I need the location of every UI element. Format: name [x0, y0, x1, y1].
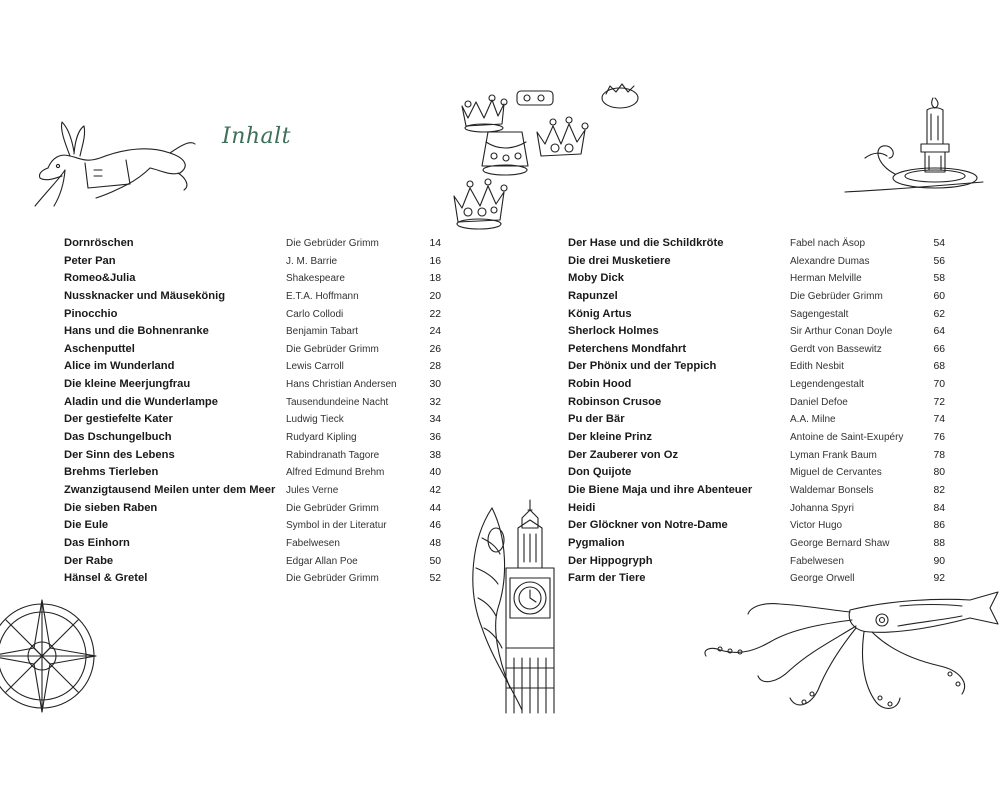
toc-entry-page-number: 64	[933, 326, 945, 338]
toc-entry	[568, 517, 948, 535]
toc-entry-page-number: 66	[933, 343, 945, 355]
toc-entry-page-number: 22	[429, 308, 441, 320]
toc-entry-title: Pu der Bär	[568, 413, 625, 426]
toc-entry-page-number: 18	[429, 273, 441, 285]
toc-entry-author: Sir Arthur Conan Doyle	[790, 326, 893, 338]
toc-entry-title: Aladin und die Wunderlampe	[64, 395, 218, 408]
toc-entry-page-number: 80	[933, 467, 945, 479]
toc-entry-page-number: 58	[933, 273, 945, 285]
toc-entry	[568, 570, 948, 588]
toc-entry-author: Die Gebrüder Grimm	[790, 290, 883, 302]
toc-entry-page-number: 78	[933, 449, 945, 461]
toc-entry	[64, 323, 444, 341]
toc-entry-title: Die kleine Meerjungfrau	[64, 378, 191, 391]
toc-entry-page-number: 60	[933, 290, 945, 302]
toc-entry-author: Fabel nach Äsop	[790, 238, 866, 249]
toc-entry-author: Die Gebrüder Grimm	[286, 343, 379, 355]
toc-entry-title: Alice im Wunderland	[64, 360, 175, 373]
toc-entry-title: Das Dschungelbuch	[64, 431, 172, 444]
toc-entry-title: Hänsel & Gretel	[64, 572, 148, 585]
toc-entry-page-number: 86	[933, 520, 945, 532]
toc-entry	[568, 464, 948, 482]
toc-entry-title: Der Zauberer von Oz	[568, 448, 679, 461]
toc-entry-author: Waldemar Bonsels	[790, 484, 874, 496]
toc-right-column	[568, 235, 948, 588]
toc-entry-title: Der Hippogryph	[568, 554, 653, 567]
toc-entry-author: J. M. Barrie	[286, 255, 338, 267]
toc-entry-page-number: 70	[933, 379, 945, 391]
toc-entry-title: Die Eule	[64, 519, 109, 532]
toc-entry-page-number: 20	[429, 290, 441, 302]
toc-entry	[64, 464, 444, 482]
toc-entry-title: Hans und die Bohnenranke	[64, 325, 209, 338]
toc-entry-title: Don Quijote	[568, 466, 632, 479]
toc-entry	[568, 341, 948, 359]
toc-entry-page-number: 74	[933, 414, 945, 426]
toc-entry-page-number: 54	[933, 238, 945, 249]
toc-entry	[64, 535, 444, 553]
toc-entry-title: Farm der Tiere	[568, 572, 646, 585]
toc-entry-page-number: 46	[429, 520, 441, 532]
toc-entry-title: Sherlock Holmes	[568, 325, 659, 338]
toc-entry-author: A.A. Milne	[790, 414, 836, 426]
toc-entry-title: Peterchens Mondfahrt	[568, 342, 687, 355]
toc-entry	[64, 570, 444, 588]
toc-entry	[64, 288, 444, 306]
toc-entry	[64, 253, 444, 271]
toc-entry-title: Robinson Crusoe	[568, 395, 662, 408]
toc-entry-author: Edith Nesbit	[790, 361, 844, 373]
toc-entry-author: Daniel Defoe	[790, 396, 848, 408]
toc-entry-title: Zwanzigtausend Meilen unter dem Meer	[64, 483, 276, 496]
toc-entry-author: Rabindranath Tagore	[286, 449, 380, 461]
toc-entry	[64, 341, 444, 359]
toc-entry-page-number: 36	[429, 432, 441, 444]
rabbit-illustration	[30, 118, 200, 213]
toc-entry-author: Legendengestalt	[790, 379, 864, 391]
toc-entry	[64, 394, 444, 412]
toc-entry-title: Die drei Musketiere	[568, 254, 671, 267]
candlestick-illustration	[845, 94, 985, 200]
toc-entry	[568, 270, 948, 288]
toc-entry-author: George Orwell	[790, 573, 855, 585]
toc-entry	[568, 411, 948, 429]
toc-entry-page-number: 76	[933, 432, 945, 444]
toc-entry	[64, 376, 444, 394]
toc-entry-title: Pinocchio	[64, 307, 118, 320]
toc-entry	[568, 306, 948, 324]
toc-entry-author: Tausendundeine Nacht	[286, 396, 389, 408]
toc-entry-title: Die Biene Maja und ihre Abenteuer	[568, 483, 753, 496]
toc-entry	[568, 394, 948, 412]
toc-entry-author: Johanna Spyri	[790, 502, 854, 514]
toc-entry-page-number: 28	[429, 361, 441, 373]
toc-entry-author: Shakespeare	[286, 273, 345, 285]
toc-entry	[568, 553, 948, 571]
toc-entry-title: Der Rabe	[64, 554, 114, 567]
toc-entry-author: Fabelwesen	[286, 537, 340, 549]
toc-entry-author: Fabelwesen	[790, 555, 844, 567]
toc-entry-page-number: 44	[429, 502, 441, 514]
toc-entry	[64, 447, 444, 465]
toc-entry	[568, 429, 948, 447]
toc-entry-author: Die Gebrüder Grimm	[286, 573, 379, 585]
toc-entry	[568, 376, 948, 394]
toc-entry-author: Die Gebrüder Grimm	[286, 502, 379, 514]
toc-entry-title: Der Hase und die Schildkröte	[568, 237, 724, 249]
toc-entry-author: Jules Verne	[286, 484, 339, 496]
toc-entry-author: Die Gebrüder Grimm	[286, 238, 379, 249]
toc-entry-page-number: 84	[933, 502, 945, 514]
toc-entry-author: Victor Hugo	[790, 520, 843, 532]
toc-entry-author: Herman Melville	[790, 273, 862, 285]
toc-entry-page-number: 42	[429, 484, 441, 496]
toc-entry-title: Dornröschen	[64, 237, 134, 249]
toc-entry-title: Romeo&Julia	[64, 272, 136, 285]
toc-entry	[64, 235, 444, 253]
toc-entry-title: Der Phönix und der Teppich	[568, 360, 717, 373]
toc-entry-page-number: 90	[933, 555, 945, 567]
toc-entry-title: Der gestiefelte Kater	[64, 413, 173, 426]
toc-entry-author: Alexandre Dumas	[790, 255, 870, 267]
toc-entry	[64, 358, 444, 376]
toc-entry-page-number: 50	[429, 555, 441, 567]
toc-entry-title: Aschenputtel	[64, 342, 135, 355]
toc-entry-page-number: 40	[429, 467, 441, 479]
toc-entry	[568, 535, 948, 553]
toc-entry-author: Gerdt von Bassewitz	[790, 343, 882, 355]
toc-entry-author: Rudyard Kipling	[286, 432, 357, 444]
toc-entry-title: Brehms Tierleben	[64, 466, 159, 479]
toc-entry-author: Hans Christian Andersen	[286, 379, 397, 391]
toc-entry	[568, 235, 948, 253]
toc-entry	[64, 482, 444, 500]
toc-entry	[64, 429, 444, 447]
toc-left-column	[64, 235, 444, 588]
toc-entry	[568, 482, 948, 500]
toc-entry-page-number: 16	[429, 255, 441, 267]
toc-entry-page-number: 30	[429, 379, 441, 391]
page-title: Inhalt	[222, 124, 292, 149]
toc-entry-title: Robin Hood	[568, 378, 632, 391]
toc-entry	[64, 517, 444, 535]
toc-entry-page-number: 72	[933, 396, 945, 408]
toc-entry-title: Der kleine Prinz	[568, 431, 652, 444]
toc-entry	[568, 447, 948, 465]
toc-entry-author: Edgar Allan Poe	[286, 555, 358, 567]
toc-entry-title: Moby Dick	[568, 272, 624, 285]
toc-entry-author: George Bernard Shaw	[790, 537, 890, 549]
toc-entry-title: Das Einhorn	[64, 536, 130, 549]
toc-entry	[568, 323, 948, 341]
toc-entry-title: Rapunzel	[568, 289, 618, 302]
toc-entry-author: Symbol in der Literatur	[286, 520, 387, 532]
toc-entry-title: Peter Pan	[64, 254, 116, 267]
toc-entry-author: E.T.A. Hoffmann	[286, 290, 359, 302]
toc-entry-page-number: 48	[429, 537, 441, 549]
toc-entry	[568, 500, 948, 518]
toc-entry-author: Carlo Collodi	[286, 308, 344, 320]
toc-entry-page-number: 32	[429, 396, 441, 408]
toc-entry-page-number: 24	[429, 326, 441, 338]
toc-entry	[568, 253, 948, 271]
toc-entry-page-number: 26	[429, 343, 441, 355]
toc-entry-title: Nussknacker und Mäusekönig	[64, 289, 226, 302]
toc-entry-title: Pygmalion	[568, 536, 625, 549]
toc-entry	[64, 411, 444, 429]
toc-entry-page-number: 62	[933, 308, 945, 320]
toc-entry-author: Sagengestalt	[790, 308, 849, 320]
toc-entry-page-number: 82	[933, 484, 945, 496]
toc-entry-page-number: 56	[933, 255, 945, 267]
toc-entry-title: König Artus	[568, 307, 632, 320]
toc-entry-author: Lyman Frank Baum	[790, 449, 877, 461]
toc-entry-author: Miguel de Cervantes	[790, 467, 882, 479]
toc-entry-title: Der Glöckner von Notre-Dame	[568, 519, 728, 532]
toc-entry-page-number: 38	[429, 449, 441, 461]
toc-entry-page-number: 88	[933, 537, 945, 549]
toc-entry	[64, 500, 444, 518]
toc-entry-page-number: 34	[429, 414, 441, 426]
toc-entry-title: Heidi	[568, 501, 596, 514]
toc-entry-author: Ludwig Tieck	[286, 414, 344, 426]
toc-entry	[64, 270, 444, 288]
toc-entry-page-number: 92	[933, 573, 945, 585]
toc-entry-title: Die sieben Raben	[64, 501, 158, 514]
toc-entry-author: Benjamin Tabart	[286, 326, 359, 338]
compass-rose-illustration	[0, 598, 120, 713]
toc-entry-title: Der Sinn des Lebens	[64, 448, 175, 461]
crowns-illustration	[452, 82, 652, 242]
kraken-illustration	[700, 590, 1000, 713]
toc-entry-author: Antoine de Saint-Exupéry	[790, 432, 904, 444]
toc-entry	[64, 306, 444, 324]
toc-entry	[568, 288, 948, 306]
big-ben-illustration	[462, 498, 562, 713]
toc-entry-page-number: 14	[429, 238, 441, 249]
toc-entry-author: Alfred Edmund Brehm	[286, 467, 385, 479]
toc-entry	[64, 553, 444, 571]
toc-entry-page-number: 68	[933, 361, 945, 373]
toc-entry-author: Lewis Carroll	[286, 361, 344, 373]
toc-entry-page-number: 52	[429, 573, 441, 585]
toc-entry	[568, 358, 948, 376]
